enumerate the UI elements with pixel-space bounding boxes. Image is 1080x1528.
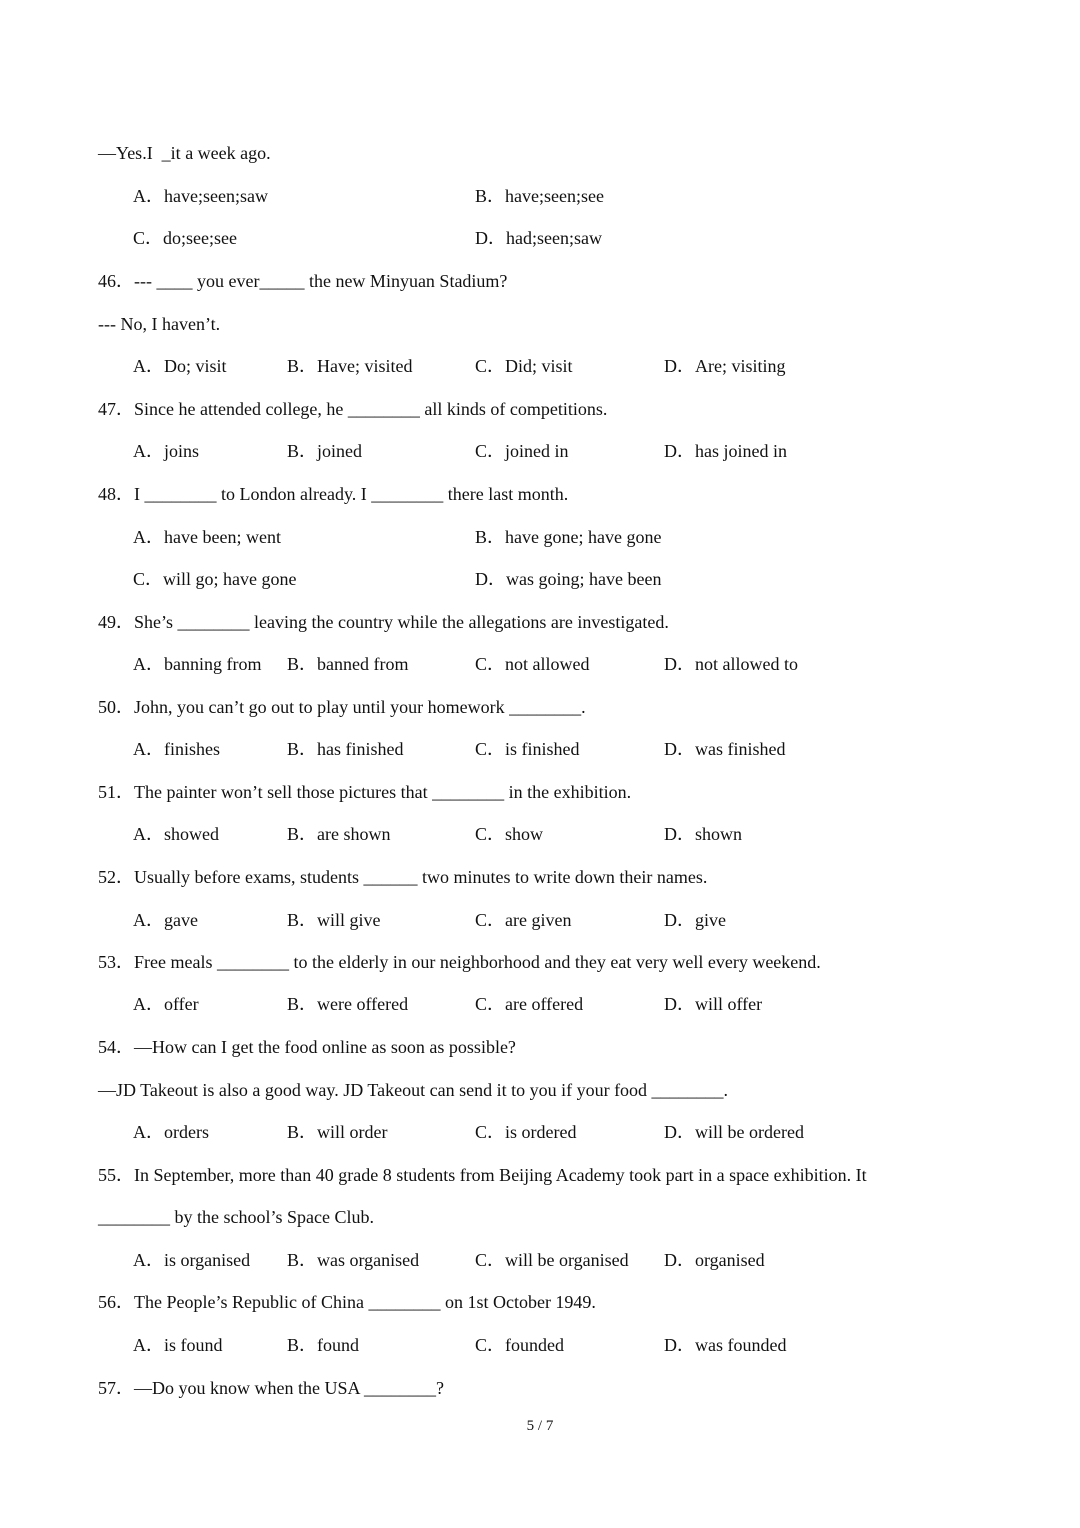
q48-option-c: C．will go; have gone <box>133 569 297 589</box>
q46-option-a: A．Do; visit <box>133 356 227 376</box>
q52-option-b: B．will give <box>287 910 381 930</box>
q48-stem: 48．I ________ to London already. I ________ there last month. <box>98 484 569 504</box>
q48-option-d: D．was going; have been <box>475 569 662 589</box>
q52-stem: 52．Usually before exams, students ______ two minutes to write down their names. <box>98 867 708 887</box>
q56-option-d: D．was founded <box>664 1335 787 1355</box>
q54-option-d: D．will be ordered <box>664 1122 804 1142</box>
q55-stem-continued: ________ by the school’s Space Club. <box>98 1207 374 1227</box>
q50-option-c: C．is finished <box>475 739 580 759</box>
q55-option-d: D．organised <box>664 1250 765 1270</box>
q47-option-b: B．joined <box>287 441 362 461</box>
q46-stem: 46．--- ____ you ever_____ the new Minyuan Stadium? <box>98 271 508 291</box>
q53-option-b: B．were offered <box>287 994 409 1014</box>
q45-option-c: C．do;see;see <box>133 228 237 248</box>
q47-option-d: D．has joined in <box>664 441 787 461</box>
q55-option-a: A．is organised <box>133 1250 251 1270</box>
q49-option-a: A．banning from <box>133 654 262 674</box>
q46-option-b: B．Have; visited <box>287 356 413 376</box>
q47-option-c: C．joined in <box>475 441 569 461</box>
q51-option-c: C．show <box>475 824 544 844</box>
q52-option-d: D．give <box>664 910 726 930</box>
q45-option-d: D．had;seen;saw <box>475 228 602 248</box>
q51-option-a: A．showed <box>133 824 219 844</box>
q56-option-a: A．is found <box>133 1335 223 1355</box>
q45-answer-line: —Yes.I _it a week ago. <box>98 143 271 163</box>
q50-stem: 50．John, you can’t go out to play until your homework ________. <box>98 697 586 717</box>
q48-option-b: B．have gone; have gone <box>475 527 662 547</box>
q56-option-b: B．found <box>287 1335 359 1355</box>
q48-option-a: A．have been; went <box>133 527 281 547</box>
q57-stem: 57．—Do you know when the USA ________? <box>98 1378 444 1398</box>
q54-option-a: A．orders <box>133 1122 209 1142</box>
q54-option-b: B．will order <box>287 1122 388 1142</box>
q51-option-d: D．shown <box>664 824 743 844</box>
q46-option-d: D．Are; visiting <box>664 356 786 376</box>
q49-option-d: D．not allowed to <box>664 654 798 674</box>
q49-stem: 49．She’s ________ leaving the country while the allegations are investigated. <box>98 612 669 632</box>
q52-option-c: C．are given <box>475 910 572 930</box>
q54-stem: 54．—How can I get the food online as soon as possible? <box>98 1037 516 1057</box>
q53-option-a: A．offer <box>133 994 199 1014</box>
q45-option-b: B．have;seen;see <box>475 186 604 206</box>
q55-option-b: B．was organised <box>287 1250 420 1270</box>
q55-stem: 55．In September, more than 40 grade 8 students from Beijing Academy took part in a space exhibition. It <box>98 1165 867 1185</box>
q51-option-b: B．are shown <box>287 824 391 844</box>
q51-stem: 51．The painter won’t sell those pictures that ________ in the exhibition. <box>98 782 632 802</box>
q55-option-c: C．will be organised <box>475 1250 629 1270</box>
q47-stem: 47．Since he attended college, he ________ all kinds of competitions. <box>98 399 608 419</box>
q50-option-a: A．finishes <box>133 739 220 759</box>
q52-option-a: A．gave <box>133 910 198 930</box>
q53-stem: 53．Free meals ________ to the elderly in our neighborhood and they eat very well every weekend. <box>98 952 821 972</box>
q46-option-c: C．Did; visit <box>475 356 573 376</box>
q49-option-c: C．not allowed <box>475 654 590 674</box>
q53-option-c: C．are offered <box>475 994 584 1014</box>
page-number: 5 / 7 <box>526 1418 554 1434</box>
q49-option-b: B．banned from <box>287 654 409 674</box>
q56-stem: 56．The People’s Republic of China ________ on 1st October 1949. <box>98 1292 596 1312</box>
q50-option-b: B．has finished <box>287 739 404 759</box>
q54-stem-reply: —JD Takeout is also a good way. JD Takeout can send it to you if your food ________. <box>98 1080 729 1100</box>
q56-option-c: C．founded <box>475 1335 564 1355</box>
q53-option-d: D．will offer <box>664 994 763 1014</box>
q45-option-a: A．have;seen;saw <box>133 186 268 206</box>
q46-stem-reply: --- No, I haven’t. <box>98 314 221 334</box>
q50-option-d: D．was finished <box>664 739 786 759</box>
q54-option-c: C．is ordered <box>475 1122 577 1142</box>
q47-option-a: A．joins <box>133 441 200 461</box>
